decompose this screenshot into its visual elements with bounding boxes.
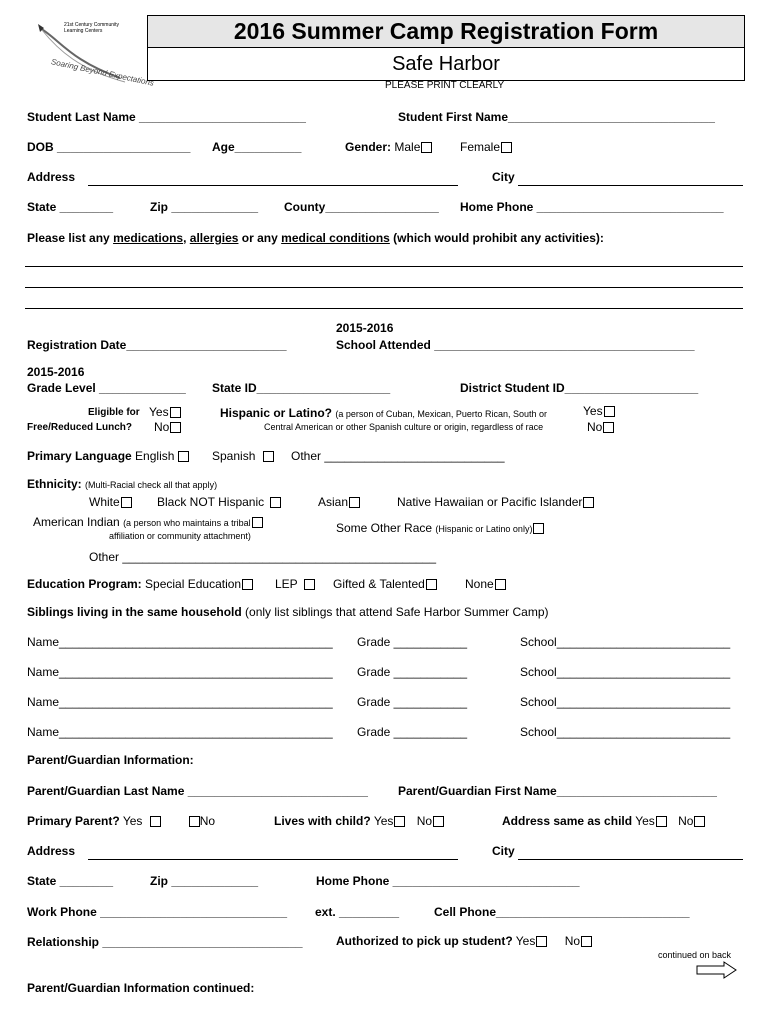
guardian-address-label: Address — [27, 844, 76, 858]
logo — [30, 20, 155, 88]
authorized-no-checkbox[interactable] — [581, 936, 592, 947]
siblings-heading-text: Siblings living in the same household — [27, 605, 242, 619]
lives-no-label: No — [416, 814, 433, 828]
primary-language-label: Primary Language — [27, 449, 132, 463]
guardian-state-field[interactable]: State ________ — [27, 874, 114, 888]
some-other-race-option — [336, 521, 544, 535]
registration-date-field[interactable]: Registration Date________________________ — [27, 338, 287, 352]
lives-with-row — [274, 814, 444, 828]
asian-checkbox[interactable] — [349, 497, 360, 508]
hispanic-yes-label: Yes — [583, 404, 603, 418]
asian-option — [318, 495, 360, 509]
hispanic-no-checkbox[interactable] — [603, 422, 614, 433]
white-option — [89, 495, 132, 509]
hispanic-note-2: Central American or other Spanish culture or origin, regardless of race — [264, 422, 544, 432]
native-hawaiian-label: Native Hawaiian or Pacific Islander — [397, 495, 583, 509]
district-id-field[interactable]: District Student ID____________________ — [460, 381, 699, 395]
guardian-first-name-field[interactable]: Parent/Guardian First Name________________________ — [398, 784, 717, 798]
address-label: Address — [27, 170, 76, 184]
native-hawaiian-option — [397, 495, 594, 509]
medications-word: medications — [113, 231, 184, 245]
spanish-option — [212, 449, 274, 463]
student-last-name-field[interactable]: Student Last Name _________________________ — [27, 110, 306, 124]
some-other-race-checkbox[interactable] — [533, 523, 544, 534]
gifted-checkbox[interactable] — [426, 579, 437, 590]
lunch-yes-option — [149, 405, 181, 419]
title-box — [147, 15, 745, 81]
lives-no-checkbox[interactable] — [433, 816, 444, 827]
medical-prompt-pre: Please list any — [27, 231, 114, 245]
none-option — [465, 577, 506, 591]
medical-line-1[interactable] — [25, 266, 743, 267]
primary-parent-yes-checkbox[interactable] — [150, 816, 161, 827]
hispanic-no-label: No — [587, 420, 603, 434]
grade-year-label: 2015-2016 — [27, 365, 85, 379]
primary-parent-no-label: No — [199, 814, 216, 828]
siblings-heading — [27, 605, 549, 619]
american-indian-option — [33, 515, 263, 529]
gender-group — [345, 140, 432, 154]
sibling-2-school-field[interactable]: School__________________________ — [520, 665, 731, 679]
special-ed-label: Special Education — [145, 577, 242, 591]
sibling-3-school-field[interactable]: School__________________________ — [520, 695, 731, 709]
medical-conditions-word: medical conditions — [281, 231, 390, 245]
authorized-yes-label: Yes — [515, 934, 536, 948]
grade-level-field[interactable]: Grade Level _____________ — [27, 381, 186, 395]
sibling-4-school-field[interactable]: School__________________________ — [520, 725, 731, 739]
sibling-1-grade-field[interactable]: Grade ___________ — [357, 635, 468, 649]
eligible-for-label: Eligible for — [88, 407, 140, 418]
dob-field[interactable]: DOB ____________________ — [27, 140, 191, 154]
male-checkbox[interactable] — [421, 142, 432, 153]
lunch-yes-label: Yes — [149, 405, 169, 419]
state-id-field[interactable]: State ID____________________ — [212, 381, 391, 395]
medical-line-3[interactable] — [25, 308, 743, 309]
form-subtitle: Safe Harbor — [392, 53, 500, 75]
comma-text: , — [183, 231, 190, 245]
county-field[interactable]: County_________________ — [284, 200, 439, 214]
allergies-word: allergies — [189, 231, 239, 245]
print-instruction: PLEASE PRINT CLEARLY — [385, 80, 505, 91]
lunch-no-checkbox[interactable] — [170, 422, 181, 433]
lep-label: LEP — [275, 577, 298, 591]
form-title: 2016 Summer Camp Registration Form — [148, 16, 744, 48]
black-option — [157, 495, 281, 509]
address-line[interactable] — [88, 185, 458, 186]
lunch-yes-checkbox[interactable] — [170, 407, 181, 418]
medical-prompt — [27, 231, 604, 245]
american-indian-note-2: affiliation or community attachment) — [109, 531, 251, 541]
city-line[interactable] — [518, 185, 743, 186]
siblings-heading-note: (only list siblings that attend Safe Harbor Summer Camp) — [241, 605, 549, 619]
sibling-4-name-field[interactable]: Name_________________________________________ — [27, 725, 333, 739]
sibling-1-name-field[interactable]: Name_________________________________________ — [27, 635, 333, 649]
primary-parent-row — [27, 814, 215, 828]
spanish-label: Spanish — [212, 449, 256, 463]
sibling-2-name-field[interactable]: Name_________________________________________ — [27, 665, 333, 679]
hispanic-label: Hispanic or Latino? — [220, 406, 333, 420]
guardian-home-phone-field[interactable]: Home Phone ____________________________ — [316, 874, 580, 888]
same-address-row — [502, 814, 705, 828]
black-label: Black NOT Hispanic — [157, 495, 265, 509]
education-program-label: Education Program: — [27, 577, 142, 591]
guardian-city-label: City — [492, 844, 515, 858]
male-label: Male — [394, 140, 421, 154]
lives-yes-label: Yes — [373, 814, 394, 828]
female-option — [460, 140, 512, 154]
hispanic-question — [220, 406, 547, 420]
city-label: City — [492, 170, 515, 184]
same-address-yes-checkbox[interactable] — [656, 816, 667, 827]
american-indian-label: American Indian — [33, 515, 120, 529]
medical-prompt-post: (which would prohibit any activities): — [389, 231, 604, 245]
sibling-1-school-field[interactable]: School__________________________ — [520, 635, 731, 649]
student-first-name-field[interactable]: Student First Name_______________________________ — [398, 110, 715, 124]
female-label: Female — [460, 140, 501, 154]
other-language-field[interactable]: Other ___________________________ — [291, 449, 505, 463]
lunch-no-option — [154, 420, 181, 434]
lives-with-label: Lives with child? — [274, 814, 371, 828]
none-label: None — [465, 577, 494, 591]
ethnicity-note: (Multi-Racial check all that apply) — [85, 480, 218, 490]
guardian-city-line[interactable] — [518, 859, 743, 860]
sibling-3-grade-field[interactable]: Grade ___________ — [357, 695, 468, 709]
school-year-label: 2015-2016 — [336, 321, 394, 335]
continued-on-back: continued on back — [658, 950, 732, 960]
primary-parent-yes-label: Yes — [122, 814, 143, 828]
same-address-yes-label: Yes — [635, 814, 655, 828]
ext-field[interactable]: ext. _________ — [315, 905, 400, 919]
school-attended-field[interactable]: School Attended _______________________________________ — [336, 338, 695, 352]
american-indian-note-1: (a person who maintains a tribal — [123, 518, 251, 528]
primary-parent-label: Primary Parent? — [27, 814, 120, 828]
logo-text: 21st Century Community Learning Centers — [64, 22, 120, 34]
english-label: English — [135, 449, 175, 463]
lep-option — [275, 577, 315, 591]
sibling-4-grade-field[interactable]: Grade ___________ — [357, 725, 468, 739]
work-phone-field[interactable]: Work Phone ____________________________ — [27, 905, 287, 919]
guardian-address-line[interactable] — [88, 859, 458, 860]
education-program-row — [27, 577, 253, 591]
some-other-race-label: Some Other Race — [336, 521, 433, 535]
primary-parent-no-checkbox[interactable] — [189, 816, 200, 827]
cell-phone-field[interactable]: Cell Phone_____________________________ — [434, 905, 690, 919]
english-checkbox[interactable] — [178, 451, 189, 462]
american-indian-checkbox[interactable] — [252, 517, 263, 528]
free-reduced-label: Free/Reduced Lunch? — [27, 422, 133, 433]
same-address-no-checkbox[interactable] — [694, 816, 705, 827]
lunch-no-label: No — [154, 420, 170, 434]
hispanic-note-1: (a person of Cuban, Mexican, Puerto Rican, South or — [335, 409, 547, 419]
sibling-3-name-field[interactable]: Name_________________________________________ — [27, 695, 333, 709]
asian-label: Asian — [318, 495, 349, 509]
zip-field[interactable]: Zip _____________ — [150, 200, 259, 214]
female-checkbox[interactable] — [501, 142, 512, 153]
state-field[interactable]: State ________ — [27, 200, 114, 214]
hispanic-yes-option — [583, 404, 615, 418]
other-ethnicity-field[interactable]: Other _______________________________________________ — [89, 550, 437, 564]
spanish-checkbox[interactable] — [263, 451, 274, 462]
ethnicity-row — [27, 477, 217, 491]
some-other-race-note: (Hispanic or Latino only) — [435, 524, 533, 534]
white-checkbox[interactable] — [121, 497, 132, 508]
ethnicity-label: Ethnicity: — [27, 477, 82, 491]
authorized-label: Authorized to pick up student? — [336, 934, 513, 948]
none-checkbox[interactable] — [495, 579, 506, 590]
home-phone-field[interactable]: Home Phone ____________________________ — [460, 200, 724, 214]
or-any-text: or any — [238, 231, 282, 245]
authorized-yes-checkbox[interactable] — [536, 936, 547, 947]
lep-checkbox[interactable] — [304, 579, 315, 590]
guardian-heading: Parent/Guardian Information: — [27, 753, 194, 767]
black-checkbox[interactable] — [270, 497, 281, 508]
sibling-2-grade-field[interactable]: Grade ___________ — [357, 665, 468, 679]
native-hawaiian-checkbox[interactable] — [583, 497, 594, 508]
gifted-option — [333, 577, 437, 591]
guardian-last-name-field[interactable]: Parent/Guardian Last Name ___________________________ — [27, 784, 368, 798]
same-address-label: Address same as child — [502, 814, 633, 828]
logo-slogan: Soaring Beyond Expectations — [50, 57, 155, 88]
gifted-label: Gifted & Talented — [333, 577, 425, 591]
guardian-zip-field[interactable]: Zip _____________ — [150, 874, 259, 888]
primary-language-row — [27, 449, 189, 463]
hispanic-yes-checkbox[interactable] — [604, 406, 615, 417]
lives-yes-checkbox[interactable] — [394, 816, 405, 827]
gender-label: Gender: — [345, 140, 392, 154]
same-address-no-label: No — [678, 814, 694, 828]
white-label: White — [89, 495, 120, 509]
relationship-field[interactable]: Relationship ______________________________ — [27, 935, 303, 949]
arrow-right-icon — [696, 961, 738, 979]
authorized-no-label: No — [564, 934, 581, 948]
medical-line-2[interactable] — [25, 287, 743, 288]
age-field[interactable]: Age__________ — [212, 140, 302, 154]
authorized-row — [336, 934, 592, 948]
hispanic-no-option — [587, 420, 614, 434]
special-ed-checkbox[interactable] — [242, 579, 253, 590]
guardian-continued-heading: Parent/Guardian Information continued: — [27, 981, 255, 995]
